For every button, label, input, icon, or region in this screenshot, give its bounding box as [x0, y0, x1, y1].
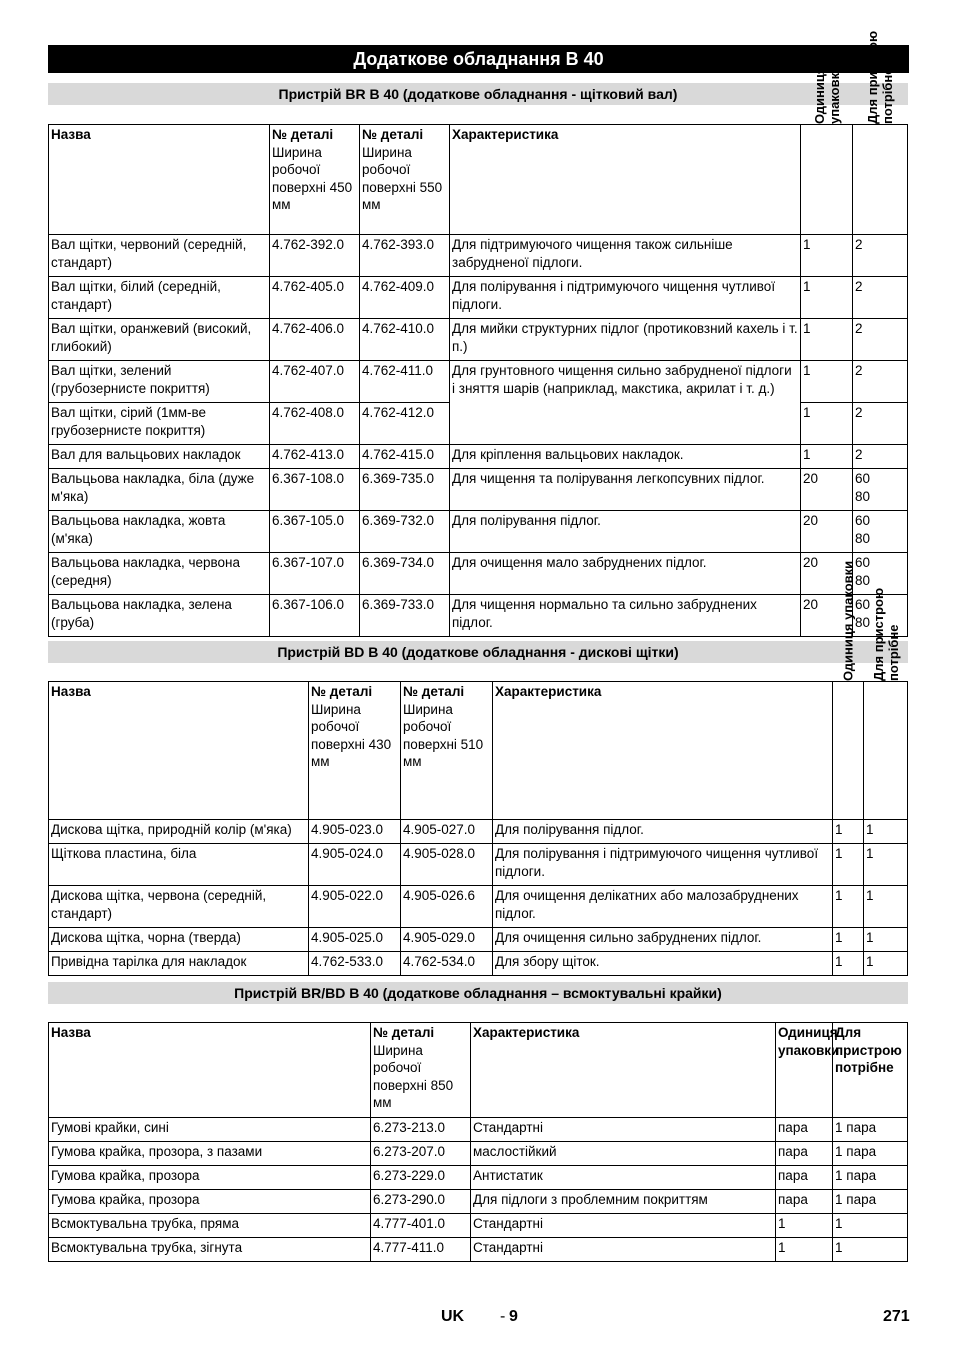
cell-required: 1	[833, 1214, 908, 1238]
cell-part-550: 6.369-735.0	[360, 469, 450, 511]
cell-name: Вал для вальцьових накладок	[49, 445, 270, 469]
cell-required: 1 пара	[833, 1118, 908, 1142]
table-row	[49, 1118, 908, 1142]
col-header-part-850: № деталі Ширина робочої поверхні 850 мм	[371, 1023, 471, 1118]
cell-unit: 20	[801, 511, 853, 553]
cell-required: 1	[864, 820, 908, 844]
cell-description: Для очищення сильно забруднених підлог.	[493, 928, 833, 952]
cell-part-850: 4.777-411.0	[371, 1238, 471, 1262]
cell-part-450: 4.762-406.0	[270, 319, 360, 361]
cell-required: 2	[853, 445, 908, 469]
cell-name: Дискова щітка, чорна (тверда)	[49, 928, 309, 952]
cell-part-550: 4.762-411.0	[360, 361, 450, 403]
cell-required: 1	[864, 928, 908, 952]
cell-unit: 1	[833, 844, 864, 886]
cell-name: Гумові крайки, сині	[49, 1118, 371, 1142]
cell-description: Для кріплення вальцьових накладок.	[450, 445, 801, 469]
cell-part-550: 4.762-393.0	[360, 235, 450, 277]
cell-unit: пара	[776, 1118, 833, 1142]
col-header-description: Характеристика	[450, 125, 801, 235]
table-row	[49, 319, 908, 361]
cell-name: Вальцьова накладка, біла (дуже м'яка)	[49, 469, 270, 511]
cell-name: Вал щітки, оранжевий (високий, глибокий)	[49, 319, 270, 361]
cell-part-450: 4.762-392.0	[270, 235, 360, 277]
cell-name: Дискова щітка, червона (середній, стандарт)	[49, 886, 309, 928]
cell-description: Для підлоги з проблемним покриттям	[471, 1190, 776, 1214]
cell-required: 2	[853, 403, 908, 445]
cell-part-550: 4.762-409.0	[360, 277, 450, 319]
cell-required: 60 80	[853, 469, 908, 511]
cell-required: 2	[853, 235, 908, 277]
cell-description: Для чищення нормально та сильно забруднених підлог.	[450, 595, 801, 637]
cell-unit: пара	[776, 1190, 833, 1214]
cell-unit: 20	[801, 595, 853, 637]
cell-name: Гумова крайка, прозора	[49, 1190, 371, 1214]
cell-name: Щіткова пластина, біла	[49, 844, 309, 886]
table-header-row	[49, 125, 908, 235]
table-row	[49, 361, 908, 403]
cell-name: Всмоктувальна трубка, пряма	[49, 1214, 371, 1238]
cell-unit: 1	[776, 1238, 833, 1262]
cell-part-850: 6.273-213.0	[371, 1118, 471, 1142]
cell-unit: 1	[801, 235, 853, 277]
table-row	[49, 595, 908, 637]
section-heading-bd: Пристрій BD B 40 (додаткове обладнання - дискові щітки)	[48, 641, 908, 663]
cell-description: Для полірування і підтримуючого чищення чутливої підлоги.	[450, 277, 801, 319]
cell-required: 60 80	[853, 553, 908, 595]
footer-local-page: 9	[509, 1308, 518, 1325]
table-row	[49, 1166, 908, 1190]
cell-description: Стандартні	[471, 1238, 776, 1262]
cell-description: Для полірування підлог.	[493, 820, 833, 844]
col-header-required: Для пристрою потрібне	[833, 1023, 908, 1118]
cell-name: Вал щітки, зелений (грубозернисте покриття)	[49, 361, 270, 403]
cell-name: Всмоктувальна трубка, зігнута	[49, 1238, 371, 1262]
cell-required: 1 пара	[833, 1190, 908, 1214]
cell-part-450: 4.762-413.0	[270, 445, 360, 469]
table-header-row	[49, 682, 908, 820]
cell-unit: 1	[776, 1214, 833, 1238]
cell-name: Вальцьова накладка, червона (середня)	[49, 553, 270, 595]
cell-description: Для грунтовного чищення сильно забрудненої підлоги і зняття шарів (наприклад, макстика, акрилат і т. д.)	[450, 361, 801, 445]
table-row	[49, 1214, 908, 1238]
footer-page-number: 271	[883, 1308, 910, 1325]
cell-description: Для очищення мало забруднених підлог.	[450, 553, 801, 595]
col-header-description: Характеристика	[471, 1023, 776, 1118]
table-row	[49, 1238, 908, 1262]
col-header-part-450: № деталі Ширина робочої поверхні 450 мм	[270, 125, 360, 235]
cell-name: Вал щітки, сірий (1мм-ве грубозернисте покриття)	[49, 403, 270, 445]
table-row	[49, 844, 908, 886]
cell-part-430: 4.905-022.0	[309, 886, 401, 928]
cell-part-450: 6.367-105.0	[270, 511, 360, 553]
cell-required: 60 80	[853, 511, 908, 553]
cell-part-510: 4.762-534.0	[401, 952, 493, 976]
cell-required: 2	[853, 277, 908, 319]
cell-name: Вал щітки, червоний (середній, стандарт)	[49, 235, 270, 277]
cell-required: 60 80	[853, 595, 908, 637]
cell-description: Стандартні	[471, 1214, 776, 1238]
cell-description: Для збору щіток.	[493, 952, 833, 976]
col-header-name: Назва	[49, 1023, 371, 1118]
section-heading-brbd: Пристрій BR/BD B 40 (додаткове обладнання – всмоктувальні крайки)	[48, 982, 908, 1004]
cell-part-510: 4.905-027.0	[401, 820, 493, 844]
cell-required: 1	[864, 952, 908, 976]
table-row	[49, 235, 908, 277]
table-header-row	[49, 1023, 908, 1118]
cell-required: 1	[833, 1238, 908, 1262]
cell-unit: 1	[801, 277, 853, 319]
cell-unit: 1	[833, 928, 864, 952]
cell-part-850: 6.273-290.0	[371, 1190, 471, 1214]
footer-separator: -	[500, 1308, 506, 1325]
table-row	[49, 1142, 908, 1166]
cell-part-850: 4.777-401.0	[371, 1214, 471, 1238]
cell-part-450: 6.367-106.0	[270, 595, 360, 637]
table-row	[49, 445, 908, 469]
col-header-required: Для пристрою потрібне	[864, 682, 908, 820]
cell-description: Антистатик	[471, 1166, 776, 1190]
cell-part-510: 4.905-028.0	[401, 844, 493, 886]
cell-part-450: 4.762-405.0	[270, 277, 360, 319]
cell-name: Дискова щітка, природній колір (м'яка)	[49, 820, 309, 844]
cell-unit: пара	[776, 1166, 833, 1190]
section-heading-br: Пристрій BR B 40 (додаткове обладнання - щітковий вал)	[48, 83, 908, 105]
cell-part-430: 4.905-023.0	[309, 820, 401, 844]
cell-part-430: 4.905-024.0	[309, 844, 401, 886]
cell-part-450: 6.367-108.0	[270, 469, 360, 511]
cell-description: Для мийки структурних підлог (протиковзний кахель і т. п.)	[450, 319, 801, 361]
cell-name: Вальцьова накладка, жовта (м'яка)	[49, 511, 270, 553]
cell-name: Гумова крайка, прозора, з пазами	[49, 1142, 371, 1166]
cell-part-450: 4.762-408.0	[270, 403, 360, 445]
cell-part-510: 4.905-029.0	[401, 928, 493, 952]
page-title: Додаткове обладнання B 40	[48, 45, 909, 73]
cell-required: 2	[853, 319, 908, 361]
cell-description: Стандартні	[471, 1118, 776, 1142]
col-header-name: Назва	[49, 125, 270, 235]
cell-part-550: 4.762-412.0	[360, 403, 450, 445]
cell-unit: 1	[801, 403, 853, 445]
table-row	[49, 1190, 908, 1214]
cell-unit: 1	[801, 319, 853, 361]
col-header-name: Назва	[49, 682, 309, 820]
cell-part-550: 6.369-732.0	[360, 511, 450, 553]
cell-name: Вал щітки, білий (середній, стандарт)	[49, 277, 270, 319]
cell-part-430: 4.762-533.0	[309, 952, 401, 976]
cell-unit: 20	[801, 469, 853, 511]
cell-required: 2	[853, 361, 908, 403]
cell-description: Для чищення та полірування легкопсувних підлог.	[450, 469, 801, 511]
cell-part-850: 6.273-207.0	[371, 1142, 471, 1166]
table-row	[49, 277, 908, 319]
table-row	[49, 928, 908, 952]
cell-description: Для очищення делікатних або малозабруднених підлог.	[493, 886, 833, 928]
cell-part-550: 4.762-415.0	[360, 445, 450, 469]
cell-part-550: 4.762-410.0	[360, 319, 450, 361]
col-header-required: Для пристрою потрібне	[853, 125, 908, 235]
cell-description: Для полірування і підтримуючого чищення чутливої підлоги.	[493, 844, 833, 886]
cell-unit: 1	[833, 952, 864, 976]
cell-part-550: 6.369-734.0	[360, 553, 450, 595]
col-header-unit: Одиниця упаковки	[833, 682, 864, 820]
table-row	[49, 886, 908, 928]
cell-name: Гумова крайка, прозора	[49, 1166, 371, 1190]
table-row	[49, 469, 908, 511]
cell-part-510: 4.905-026.6	[401, 886, 493, 928]
col-header-part-510: № деталі Ширина робочої поверхні 510 мм	[401, 682, 493, 820]
cell-name: Привідна тарілка для накладок	[49, 952, 309, 976]
col-header-part-430: № деталі Ширина робочої поверхні 430 мм	[309, 682, 401, 820]
col-header-part-550: № деталі Ширина робочої поверхні 550 мм	[360, 125, 450, 235]
cell-unit: 1	[801, 361, 853, 403]
cell-unit: 1	[833, 820, 864, 844]
table-row	[49, 553, 908, 595]
cell-required: 1	[864, 886, 908, 928]
cell-description: Для підтримуючого чищення також сильніше забрудненої підлоги.	[450, 235, 801, 277]
table-row	[49, 511, 908, 553]
cell-part-850: 6.273-229.0	[371, 1166, 471, 1190]
cell-unit: 1	[801, 445, 853, 469]
col-header-unit: Одиниця упаковки	[776, 1023, 833, 1118]
cell-unit: пара	[776, 1142, 833, 1166]
cell-part-430: 4.905-025.0	[309, 928, 401, 952]
cell-part-450: 4.762-407.0	[270, 361, 360, 403]
table-row	[49, 952, 908, 976]
col-header-unit: Одиниця упаковки	[801, 125, 853, 235]
footer-language: UK	[441, 1308, 465, 1325]
cell-description: маслостійкий	[471, 1142, 776, 1166]
cell-required: 1 пара	[833, 1166, 908, 1190]
brbd-accessories-table	[48, 1022, 908, 1262]
cell-part-450: 6.367-107.0	[270, 553, 360, 595]
cell-required: 1 пара	[833, 1142, 908, 1166]
table-row	[49, 820, 908, 844]
cell-name: Вальцьова накладка, зелена (груба)	[49, 595, 270, 637]
cell-part-550: 6.369-733.0	[360, 595, 450, 637]
cell-description: Для полірування підлог.	[450, 511, 801, 553]
cell-unit: 20	[801, 553, 853, 595]
col-header-description: Характеристика	[493, 682, 833, 820]
cell-unit: 1	[833, 886, 864, 928]
cell-required: 1	[864, 844, 908, 886]
